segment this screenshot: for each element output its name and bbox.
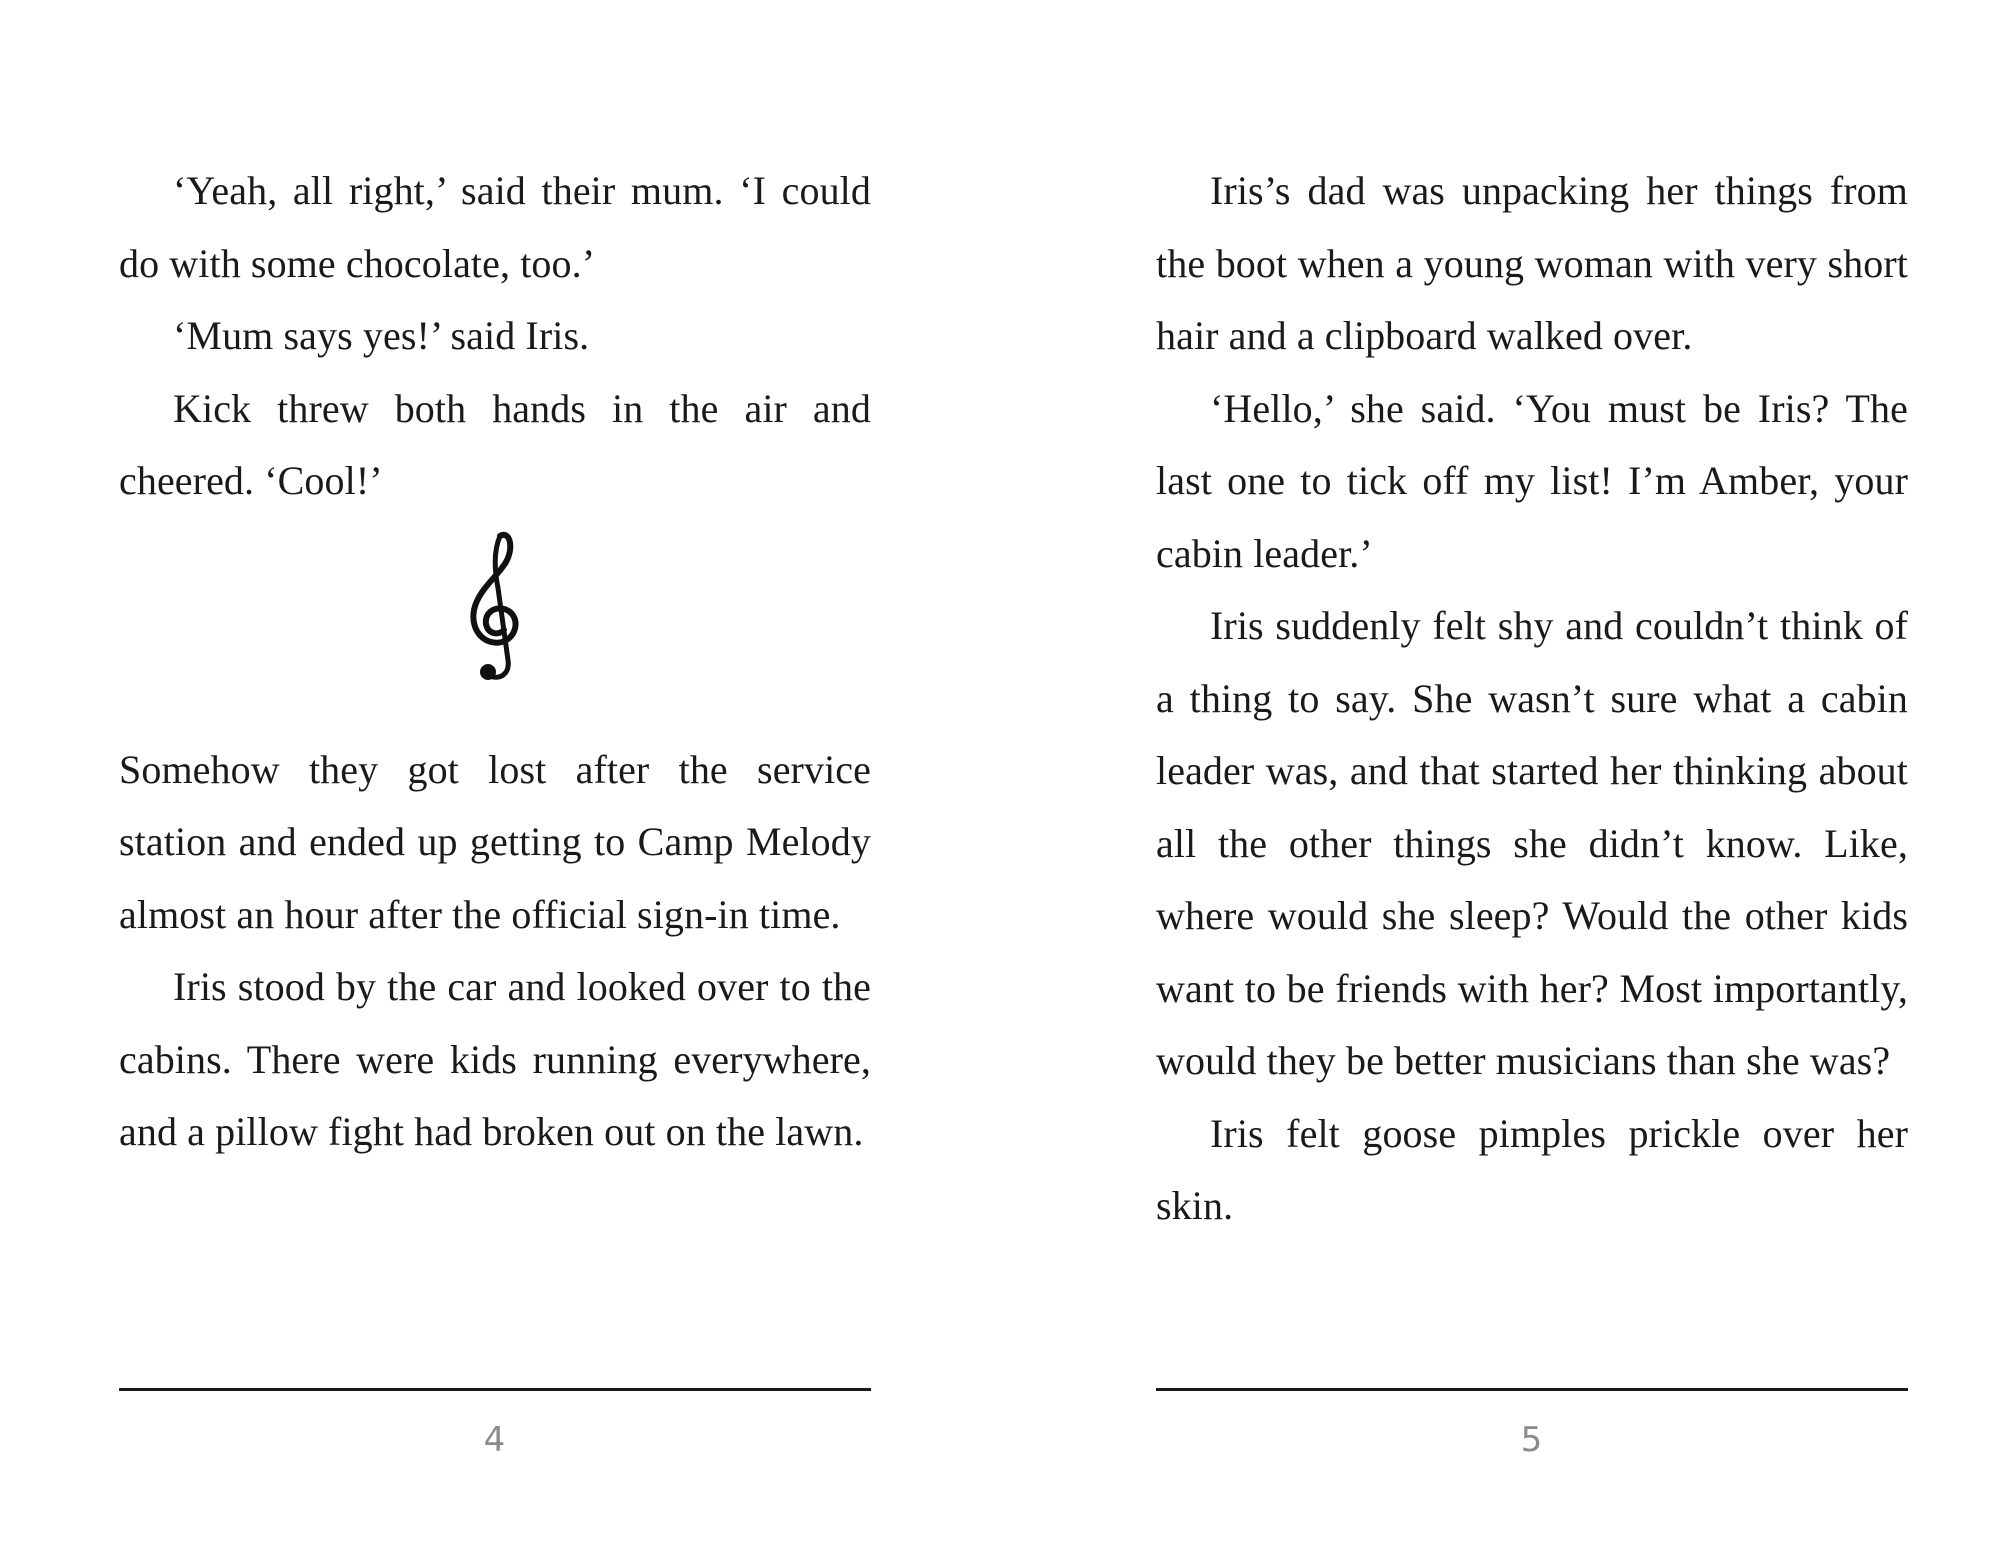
page-number: 4 [483,1420,507,1460]
paragraph: ‘Hello,’ she said. ‘You must be Iris? The last one to tick off my list! I’m Amber, your cabin leader.’ [1156,385,1908,576]
paragraph: ‘Mum says yes!’ said Iris. [173,313,590,358]
paragraph: Kick threw both hands in the air and cheered. ‘Cool!’ [119,385,871,503]
right-page-text [1156,155,1908,1243]
left-page-text-top [119,155,871,518]
paragraph: Iris stood by the car and looked over to the cabins. There were kids running everywhere, and a pillow fight had broken out on the lawn. [119,964,871,1154]
paragraph: ‘Yeah, all right,’ said their mum. ‘I could do with some chocolate, too.’ [119,168,871,286]
right-page [1156,155,1908,1460]
left-page [119,155,871,1460]
paragraph: Iris felt goose pimples prickle over her skin. [1156,1110,1908,1228]
treble-clef-icon [460,528,530,686]
paragraph: Iris’s dad was unpacking her things from the boot when a young woman with very short hair and a clipboard walked over. [1156,168,1908,358]
paragraph: Iris suddenly felt shy and couldn’t think of a thing to say. She wasn’t sure what a cabin leader was, and that started her thinking about all the other things she didn’t know. Like, where would she sleep? Would the other kids want to be friends with her? Most importantly, would they be better musicians than she was? [1156,603,1908,1083]
left-page-text-bottom [119,734,871,1169]
footer-rule [1156,1388,1908,1391]
paragraph: Somehow they got lost after the service station and ended up getting to Camp Melody almost an hour after the official sign-in time. [119,746,871,937]
page-number: 5 [1520,1420,1544,1460]
footer-rule [119,1388,871,1391]
section-break [119,518,871,734]
